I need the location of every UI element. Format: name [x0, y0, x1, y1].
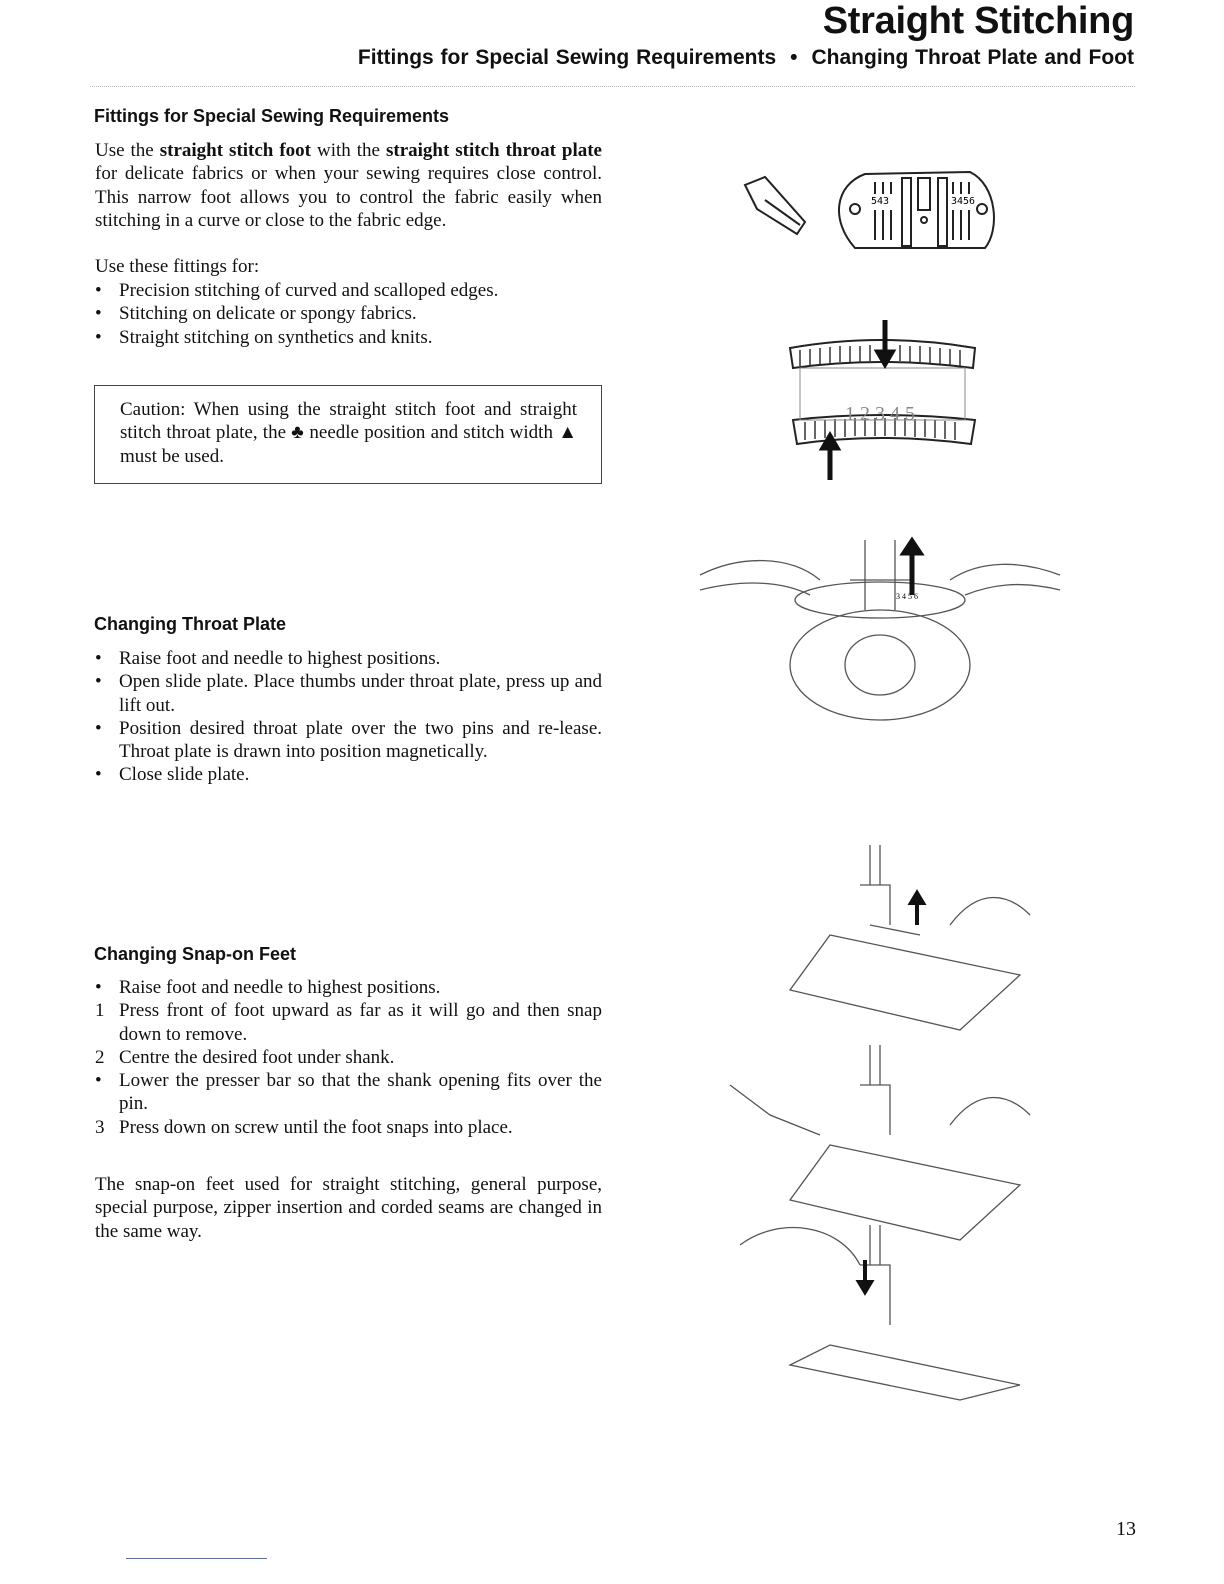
foot-and-throat-plate-figure	[735, 160, 1005, 260]
plate-left-numbers: 543	[871, 196, 890, 207]
use-for-label: Use these fittings for:	[95, 256, 260, 277]
arrow-up-icon	[904, 541, 920, 595]
snap-feet-list	[95, 976, 602, 1139]
dial-numbers: 1 2 3 4 5	[845, 403, 915, 425]
plate-3	[790, 1345, 1020, 1400]
list-item: 2 Centre the desired foot under shank.	[95, 1046, 395, 1068]
throat-plate-icon	[839, 172, 994, 248]
list-item: • Precision stitching of curved and scalloped edges.	[95, 280, 499, 301]
list-item: • Raise foot and needle to highest positions.	[95, 648, 441, 669]
subtitle-separator: •	[790, 46, 798, 69]
fittings-heading: Fittings for Special Sewing Requirements	[94, 106, 450, 126]
list-item: • Straight stitching on synthetics and knits.	[95, 326, 433, 348]
list-item: • Open slide plate. Place thumbs under throat plate, press up and lift out.	[95, 671, 602, 716]
remove-throat-plate-figure	[700, 535, 1065, 725]
footer-rule	[126, 1558, 267, 1559]
throat-plate-list	[95, 647, 602, 787]
list-item: • Stitching on delicate or spongy fabrics.	[95, 303, 417, 325]
plate-1	[790, 935, 1020, 1030]
snap-feet-heading: Changing Snap-on Feet	[94, 944, 296, 964]
plate-2	[790, 1145, 1020, 1240]
plate-numbers: 3 4 5 6	[896, 592, 918, 601]
stitch-dial-figure	[785, 320, 985, 485]
list-item: • Lower the presser bar so that the shank opening fits over the pin.	[95, 1070, 602, 1115]
list-item: 1 Press front of foot upward as far as it will go and then snap down to remove.	[95, 1000, 602, 1045]
stitch-width-icon: ▲	[558, 422, 577, 444]
list-item: • Position desired throat plate over the two pins and re-lease. Throat plate is drawn into position magnetically.	[95, 717, 602, 763]
subtitle-right: Changing Throat Plate and Foot	[811, 46, 1134, 69]
needle-position-icon: ♣	[291, 422, 305, 444]
plate-right-numbers: 3456	[951, 196, 976, 207]
page-title: Straight Stitching	[822, 0, 1134, 42]
caution-box: Caution: When using the straight stitch foot and straight stitch throat plate, the ♣ needle position and stitch width ▲ must be used.	[94, 385, 602, 484]
list-item: • Close slide plate.	[95, 764, 250, 786]
straight-stitch-foot-icon	[745, 177, 805, 234]
left-hand	[700, 561, 820, 595]
subtitle-left: Fittings for Special Sewing Requirements	[357, 46, 777, 69]
page-number: 13	[1116, 1518, 1136, 1540]
arrow-up-icon	[911, 893, 923, 925]
page-subtitle	[358, 46, 1134, 70]
right-hand	[950, 564, 1060, 595]
header-rule	[90, 86, 1135, 87]
list-item: 3 Press down on screw until the foot snaps into place.	[95, 1116, 513, 1138]
snap-feet-note: The snap-on feet used for straight stitching, general purpose, special purpose, zipper insertion and corded seams are changed in the same way.	[95, 1174, 602, 1242]
fittings-intro: Use the straight stitch foot with the straight stitch throat plate for delicate fabrics or when your sewing requires close control. This narrow foot allows you to control the fabric easily when stitching in a curve or close to the fabric edge.	[95, 140, 602, 231]
arrow-up-icon	[823, 436, 837, 480]
list-item: • Raise foot and needle to highest positions.	[95, 977, 441, 998]
throat-plate-heading: Changing Throat Plate	[94, 614, 287, 634]
snap-on-feet-figures	[720, 845, 1050, 1405]
fittings-list	[95, 279, 602, 349]
